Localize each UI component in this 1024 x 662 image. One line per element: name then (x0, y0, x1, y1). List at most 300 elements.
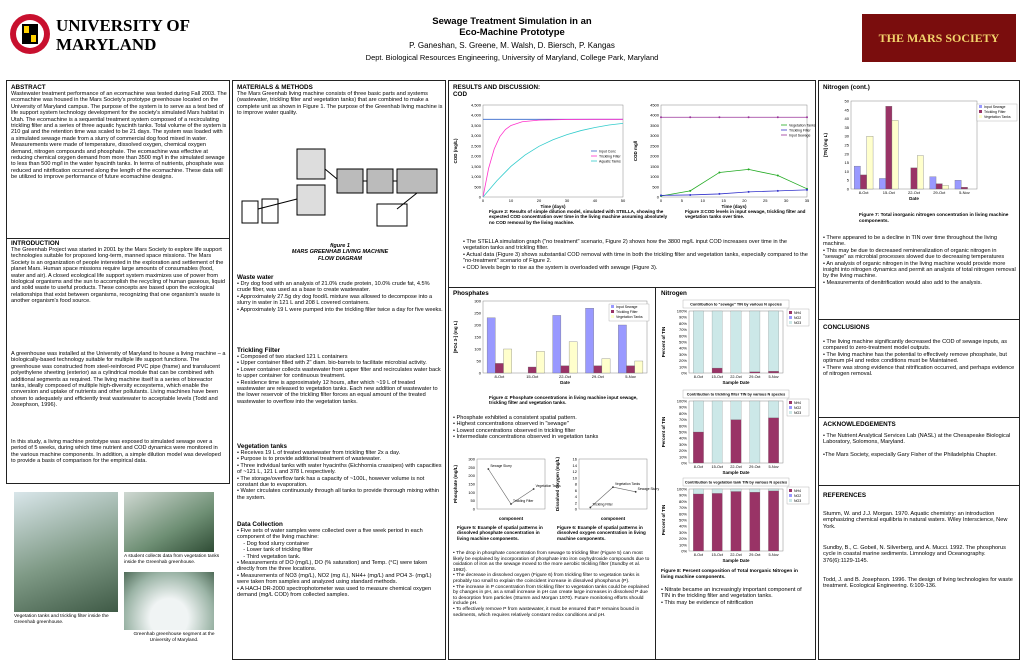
nitrogen-bullets: • Nitrate became an increasingly important component of TIN in the trickling filter and vegetation tanks. • This may be evidence of nitrification (661, 587, 802, 606)
bar (635, 361, 643, 373)
photo-student (124, 492, 214, 552)
acknowledgements-body: • The Nutrient Analytical Services Lab (NASL) at the Chesapeake Biological Laboratory, Solomons, Maryland. •The Mars Society, especially Gary Fisher of the Philadelphia Chapter. (823, 433, 1011, 459)
bar-segment (768, 491, 778, 551)
bar-segment (768, 489, 778, 491)
x-tick-label: 35 (804, 198, 810, 203)
x-tick-label: 29-Oct (749, 375, 761, 379)
results-heading: RESULTS AND DISCUSSION: (453, 84, 541, 91)
flow-diagram (237, 129, 443, 244)
y-tick-label: 12 (572, 469, 577, 474)
figure-7-chart (821, 93, 1019, 213)
x-axis-label: Time (days) (540, 204, 566, 209)
x-tick-label: 5-Nov (768, 465, 779, 469)
figure-3-caption: Figure 3:COD levels in input sewage, trickling filter and vegetation tanks over time. (685, 209, 807, 220)
legend-label: Trickling Filter (616, 310, 638, 314)
y-tick-label: 50 (844, 98, 849, 104)
y-tick-label: 4 (574, 494, 577, 499)
bar-segment (712, 368, 722, 373)
data-point (660, 116, 662, 118)
figure-8c-chart (659, 477, 815, 569)
x-axis-label: Date (909, 196, 919, 201)
y-tick-label: 4,500 (470, 102, 481, 108)
x-axis-label: component (498, 516, 524, 521)
bar (879, 178, 885, 189)
legend-swatch (789, 316, 792, 319)
mars-society-logo: THE MARS SOCIETY (862, 14, 1016, 62)
data-point (748, 191, 750, 193)
bar (886, 106, 892, 189)
x-tick-label: 29-Oct (749, 465, 761, 469)
y-tick-label: 10 (572, 475, 577, 481)
chart-title: Contribution to trickling filter TIN by various N species (686, 392, 786, 397)
y-tick-label: 250 (468, 464, 475, 470)
bar-segment (731, 489, 741, 491)
y-tick-label: 60% (678, 511, 687, 517)
reference-1: Stumm, W. and J.J. Morgan. 1970. Aquatic chemistry: an introduction emphasizing chemical equilibria in natural waters. Wiley Interscience, New York. (823, 511, 1009, 530)
y-tick-label: 70% (678, 327, 687, 333)
x-tick-label: 15 (721, 198, 726, 203)
data-point (777, 175, 779, 177)
y-axis-label: Percent of TIN (661, 416, 666, 448)
legend-label: Vegetation Tanks (789, 123, 816, 128)
y-tick-label: 80% (678, 498, 687, 504)
y-axis-label: COD (mg/L) (453, 138, 458, 164)
data-point (718, 116, 720, 118)
y-tick-label: 40% (678, 435, 687, 441)
x-tick-label: 20 (742, 198, 747, 203)
bar (553, 315, 561, 373)
y-axis-label: [PO4 3-] (mg L) (453, 320, 458, 354)
y-tick-label: 0 (656, 194, 659, 200)
legend-label: NO2 (794, 406, 802, 410)
point-annotation: Sewage Slurry (490, 464, 512, 468)
x-tick-label: 5-Nov (959, 190, 970, 195)
y-axis-label: Phosphate (mg/L) (453, 465, 458, 503)
y-tick-label: 100% (676, 308, 687, 314)
column-1 (6, 80, 230, 484)
y-tick-label: 3,500 (470, 122, 481, 128)
x-tick-label: 25 (763, 198, 768, 203)
data-point (487, 468, 489, 470)
legend-label: Trickling Filter (789, 128, 811, 133)
y-tick-label: 50 (470, 498, 475, 504)
legend-label: NH4 (794, 401, 802, 405)
bar (487, 318, 495, 373)
legend-label: Vegetation Tanks (616, 315, 643, 319)
legend-label: Trickling Filter (599, 154, 621, 159)
bar (961, 187, 967, 189)
caption-photo-2: Vegetation tanks and trickling filter inside the Greenhab greenhouse. (14, 614, 111, 625)
data-point (689, 194, 691, 196)
x-tick-label: 0 (481, 198, 485, 203)
x-axis-label: Date (560, 380, 570, 385)
y-tick-label: 150 (474, 334, 481, 340)
y-tick-label: 90% (678, 314, 687, 320)
legend-swatch (611, 305, 614, 308)
y-tick-label: 6 (574, 487, 577, 493)
x-tick-label: 5-Nov (768, 553, 779, 557)
bar (627, 366, 635, 373)
bar (911, 168, 917, 189)
y-tick-label: 10 (844, 168, 849, 174)
bar-segment (712, 489, 722, 493)
legend-swatch (611, 310, 614, 313)
figure-8-caption: Figure 8: Percent composition of Total Inorganic Nitrogen in living machine components. (661, 569, 800, 580)
figure-8b-chart (659, 389, 815, 479)
acknowledgements-heading: ACKNOWLEDGEMENTS (823, 421, 896, 428)
y-tick-label: 60% (678, 423, 687, 429)
x-tick-label: 8-Oct (693, 553, 704, 557)
bar (586, 308, 594, 373)
bar-segment (768, 371, 778, 373)
caption-photo-3: Greenhab greenhouse segment at the University of Maryland. (133, 632, 216, 643)
legend-swatch (789, 406, 792, 409)
y-tick-label: 90% (678, 492, 687, 498)
legend-label: Trickling Filter (984, 110, 1006, 114)
vegetation-tanks-body: • Receives 19 L of treated wastewater from trickling filter 2x a day. • Purpose is to provide additional treatment of wastewater. • Three individual tanks with water hyacinths (Eichhornia crassipes) with capacities of ~121 L, 121 L and 378 L respectively. • The storage/overflow tank has a capacity of ~100L, however volume is not constant due to evaporation. • Water circulates continuously through all tanks to provide thorough mixing within the system. (237, 450, 442, 501)
y-tick-label: 100% (676, 398, 687, 404)
x-tick-label: 10 (508, 198, 514, 203)
y-tick-label: 90% (678, 404, 687, 410)
series-line (661, 190, 807, 196)
y-axis-label: COD mg/l (633, 140, 638, 162)
y-tick-label: 2,000 (470, 153, 481, 159)
legend-swatch (789, 311, 792, 314)
x-axis-label: Sample Date (722, 380, 750, 385)
bar (495, 363, 503, 373)
bar-segment (750, 401, 760, 463)
y-tick-label: 50% (678, 517, 687, 523)
bar-segment (750, 372, 760, 373)
figure-3-chart (631, 99, 815, 224)
x-tick-label: 22-Oct (558, 374, 572, 379)
y-axis-label: Percent of TIN (661, 326, 666, 358)
data-point (689, 190, 691, 192)
title-line-2: Eco-Machine Prototype (459, 27, 565, 38)
y-tick-label: 80% (678, 410, 687, 416)
phosphates-heading: Phosphates (453, 290, 489, 297)
plot-area (661, 105, 807, 197)
bar-segment (712, 311, 722, 368)
legend-label: NH4 (794, 311, 802, 315)
y-tick-label: 0% (681, 460, 687, 466)
y-tick-label: 1,500 (470, 163, 481, 169)
data-point (718, 193, 720, 195)
data-point (777, 190, 779, 192)
y-tick-label: 4000 (650, 112, 659, 118)
nitrogen-cont-bullets: • There appeared to be a decline in TIN over time throughout the living machine. • This may be due to decreased remineralization of organic nitrogen in "sewage" as microbial processes slowed due to decreasing temperatures • An analysis of organic nitrogen in the living machine would provide more insight into nitrogen dynamics and permit an analysis of total nitrogen removal by the living machine. • Measurements of denitrification would also add to the analysis. (823, 235, 1016, 286)
divider (819, 417, 1019, 418)
nitrogen-heading: Nitrogen (661, 290, 687, 297)
x-tick-label: 10 (700, 198, 705, 203)
data-point (718, 171, 720, 173)
y-tick-label: 40% (678, 523, 687, 529)
methods-body: The Mars Greenhab living machine consists of three basic parts and systems (wastewater, trickling filter and vegetation tanks) that are combined to make a complete unit as shown in Figure 1. The purpose of the Greenhab living machine is to improve water quality. (237, 91, 444, 117)
bar (602, 359, 610, 373)
x-tick-label: 8-Oct (494, 374, 505, 379)
legend-label: NO3 (794, 411, 802, 415)
column-4 (818, 80, 1020, 660)
x-tick-label: 15-Oct (882, 190, 895, 195)
x-tick-label: 8-Oct (693, 375, 704, 379)
y-tick-label: 0 (478, 370, 481, 376)
y-tick-label: 50% (678, 429, 687, 435)
data-point (689, 116, 691, 118)
bar (561, 366, 569, 373)
y-tick-label: 0% (681, 548, 687, 554)
bar (936, 184, 942, 189)
y-tick-label: 30% (678, 351, 687, 357)
y-tick-label: 0 (846, 186, 849, 192)
fig1-label: figure 1 (330, 243, 350, 249)
y-tick-label: 100 (474, 346, 481, 352)
bar-segment (712, 401, 722, 463)
abstract-body: Wastewater treatment performance of an ecomachine was tested during Fall 2003. The ecomachine was housed in the Mars Society's prototype greenhouse located on the University of Maryland campus. The purpose of the system is to serve as a test bed of life support system technology development for the society's simulated Mars habitat in Utah. The ecomachine is a sequential treatment system composed of a recirculating trickling filter and a series of three aquatic hyacinth tanks. Total volume of the system is 210 gal and the retention time was scaled to be 21 days. The system was loaded with a simulated sewage made from a slurry of commercial dog food mixed in water. Measurements were made of temperature, dissolved oxygen, chemical oxygen demand, nitrogen compounds and phosphate. The ecomachine was effective at reducing chemical oxygen demand from more than 3500 mg/l in the simulated sewage to less than 500 mg/l in the water hyacinth tanks. In terms of nutrients, phosphate was reduced and nitrification occurred along the length of the ecomachine. These data will be utilized to improve performance of future ecomachine designs. (11, 91, 229, 181)
data-collection-heading: Data Collection (237, 521, 283, 528)
intro-p2: A greenhouse was installed at the University of Maryland to house a living machine – a biologically-based technology suitable for multiple life support functions. The greenhouse was constructed from steel-reinforced PVC pipe (frame) and translucent polyethylene sheeting (exterior) as a cylindrical module that can be combined with additional segments as required. The living machine itself is a series of bioreactor tanks, ideally composed of multiple high-diversity ecosystems, which enable the conversion and uptake of nutrients and other pollutants. Living machines have been shown to adequately and efficiently treat wastewater to acceptable levels (Todd and Josephson, 1996). (11, 351, 228, 409)
bar-segment (712, 493, 722, 551)
y-tick-label: 3,000 (470, 133, 481, 139)
figure-4-caption: Figure 4: Phosphate concentrations in living machine input sewage, trickling filter and vegetation tanks. (489, 395, 639, 406)
bar (930, 177, 936, 189)
data-collection-body: • Five sets of water samples were collected over a five week period in each component of the living machine: - Dog food slurry container - Lower tank of trickling filter - Third vegetation tank. • Measurements of DO (mg/L), DO (% saturation) and Temp. (°C) were taken directly from the three locations. • Measurements of NO3 (mg/L), NO2 (mg /L), NH4+ (mg/L) and PO4 3- (mg/L) were taken from samples and analyzed using standard methods. • A HACH DR-2000 spectrophotometer was used to measure chemical oxygen demand (mg/L COD) from collected samples. (237, 528, 432, 599)
x-tick-label: 15-Oct (711, 465, 723, 469)
y-tick-label: 0 (574, 506, 577, 512)
conclusions-body: • The living machine significantly decreased the COD of sewage inputs, as compared to zero-treatment model outputs. • The living machine has the potential to effectively remove phosphate, but optimum pH and redox conditions must be Maintained. • There was strong evidence that nitrification occurred, and perhaps evidence of nitrogen removal. (823, 339, 1015, 378)
bar (504, 349, 512, 373)
trickling-filter-heading: Trickling Filter (237, 347, 281, 354)
x-tick-label: 15-Oct (711, 553, 723, 557)
legend-label: Input Conc (599, 149, 616, 154)
x-tick-label: 20 (536, 198, 542, 203)
y-tick-label: 40 (844, 116, 849, 122)
y-tick-label: 0 (472, 506, 475, 512)
x-tick-label: 22-Oct (907, 190, 921, 195)
waste-water-heading: Waste water (237, 274, 274, 281)
x-tick-label: 8-Oct (858, 190, 869, 195)
fig1-title: MARS GREENHAB LIVING MACHINE (291, 249, 389, 256)
data-point (510, 503, 512, 505)
y-tick-label: 20% (678, 358, 687, 364)
bar-segment (768, 418, 778, 463)
figure-6-caption: Figure 6: Example of spatial patterns in dissolved oxygen concentration in living machine components. (557, 525, 648, 541)
photo-greenhouse-exterior (124, 572, 214, 630)
y-tick-label: 30 (844, 133, 849, 139)
legend-label: Aquatic Tanks (599, 159, 621, 164)
y-tick-label: 150 (468, 481, 475, 487)
legend-swatch (789, 494, 792, 497)
y-tick-label: 45 (844, 107, 849, 113)
x-tick-label: 30 (783, 198, 789, 203)
conclusions-heading: CONCLUSIONS (823, 324, 870, 331)
reference-3: Todd, J. and B. Josephson. 1996. The design of living technologies for waste treatment. Ecological Engineering. 6:109-136. (823, 577, 1015, 590)
x-tick-label: 22-Oct (730, 375, 742, 379)
reference-2: Sundby, B., C. Gobeil, N. Silverberg, and A. Mucci. 1992. The phosphorus cycle in coastal marine sediments. Limnology and Oceanography. 376(6):1129-1145. (823, 545, 1008, 564)
legend-swatch (979, 115, 982, 118)
nitrogen-cont-heading: Nitrogen (cont.) (823, 84, 870, 91)
figure-5-caption: Figure 5: Example of spatial patterns in dissolved phosphate concentration in living machine components. (457, 525, 545, 541)
y-tick-label: 10% (678, 542, 687, 548)
data-point (806, 189, 808, 191)
y-tick-label: 100% (676, 486, 687, 492)
divider (819, 485, 1019, 486)
x-tick-label: 15-Oct (526, 374, 539, 379)
bar (536, 351, 544, 373)
bar-segment (731, 491, 741, 551)
bar-segment (750, 489, 760, 492)
y-tick-label: 20 (844, 151, 849, 157)
y-tick-label: 500 (652, 184, 659, 190)
y-tick-label: 14 (572, 462, 577, 468)
y-tick-label: 500 (474, 184, 481, 190)
y-tick-label: 300 (468, 456, 475, 462)
bar-segment (750, 311, 760, 372)
x-tick-label: 29-Oct (591, 374, 604, 379)
x-tick-label: 22-Oct (730, 553, 742, 557)
bar (955, 180, 961, 189)
x-tick-label: 5-Nov (625, 374, 636, 379)
figure-7-caption: Figure 7: Total inorganic nitrogen concentration in living machine components. (859, 213, 1010, 224)
x-tick-label: 50 (620, 198, 626, 203)
title-line-1: Sewage Treatment Simulation in an (432, 16, 592, 27)
poster-title (300, 16, 724, 63)
y-tick-label: 1,000 (470, 174, 481, 180)
x-tick-label: 29-Oct (933, 190, 946, 195)
references-heading: REFERENCES (823, 492, 867, 499)
bar-segment (731, 311, 741, 373)
y-tick-label: 15 (844, 160, 849, 166)
umd-logo-text: UNIVERSITY OF MARYLAND (56, 16, 190, 54)
point-annotation: Sewage Slurry (637, 486, 660, 491)
bar-segment (693, 489, 703, 494)
x-tick-label: 0 (659, 198, 663, 203)
y-axis-label: Percent of TIN (661, 504, 666, 536)
divider (819, 319, 1019, 320)
y-tick-label: 16 (572, 456, 577, 462)
x-axis-label: Time (days) (721, 204, 747, 209)
legend-label: NO3 (794, 499, 802, 503)
y-tick-label: 80% (678, 320, 687, 326)
x-tick-label: 5-Nov (768, 375, 779, 379)
y-tick-label: 200 (474, 322, 481, 328)
legend-label: Input Sewage (984, 105, 1006, 109)
x-axis-label: Sample Date (722, 558, 750, 563)
y-tick-label: 200 (468, 473, 475, 479)
divider (7, 238, 229, 239)
y-tick-label: 25 (844, 142, 849, 148)
y-tick-label: 10% (678, 454, 687, 460)
x-axis-label: component (600, 516, 626, 521)
legend-swatch (789, 321, 792, 324)
legend-swatch (789, 499, 792, 502)
legend-swatch (979, 110, 982, 113)
legend-label: Input Sewage (789, 133, 811, 138)
figure-2-caption: Figure 2: Results of simple dilution model, simulated with STELLA, showing the expected COD concentration over time in the living machine assuming absolutely no COD removal by the living machine. (489, 209, 669, 225)
series-line (661, 169, 807, 196)
data-point (806, 116, 808, 118)
x-tick-label: 8-Oct (693, 465, 704, 469)
legend-swatch (789, 489, 792, 492)
figure-8a-chart (659, 299, 815, 391)
y-tick-label: 2500 (650, 143, 659, 149)
y-tick-label: 3500 (650, 122, 659, 128)
y-tick-label: 20% (678, 448, 687, 454)
vegetation-tanks-heading: Vegetation tanks (237, 443, 288, 450)
y-tick-label: 4500 (650, 102, 659, 108)
data-point (777, 116, 779, 118)
umd-logo (8, 8, 198, 60)
figure-4-chart (451, 297, 655, 392)
x-axis-label: Sample Date (722, 470, 750, 475)
x-tick-label: 22-Oct (730, 465, 742, 469)
y-tick-label: 70% (678, 505, 687, 511)
y-tick-label: 70% (678, 417, 687, 423)
caption-photo-1: A student collects data from vegetation tanks inside the Greenhab greenhouse. (124, 554, 221, 565)
y-tick-label: 2000 (650, 153, 659, 159)
bar-segment (693, 311, 703, 373)
x-tick-label: 15-Oct (711, 375, 723, 379)
y-tick-label: 2 (574, 500, 577, 506)
y-tick-label: 50% (678, 339, 687, 345)
intro-p1: The Greenhab Project was started in 2001 by the Mars Society to explore life support technologies suitable for proposed long-term, manned space missions. The Mars Society is an organization of people interested in the exploration and settlement of the planet Mars. Human space missions require large amounts of consumables (food, water and air). A closed ecological life support system maximizes use of power from biological organisms and the sun to accomplish the recycling of human gaseous, liquid and solid waste to useful products. These concepts are based upon the ecological relationships that exist between organisms, recognizing that one organism's waste is another organism's food source. (11, 247, 227, 305)
legend-label: Input Sewage (616, 305, 638, 309)
department: Dept. Biological Resources Engineering, University of Maryland, College Park, Maryland (365, 53, 659, 62)
bar-segment (693, 401, 703, 432)
bar (867, 136, 873, 189)
introduction-heading: INTRODUCTION (11, 240, 60, 247)
figure-1-caption (237, 243, 443, 262)
bar-segment (731, 401, 741, 420)
legend-label: NO2 (794, 494, 802, 498)
bar (942, 185, 948, 189)
waste-water-body: • Dry dog food with an analysis of 21.0% crude protein, 10.0% crude fat, 4.5% crude fiber, was used as a base to create wastewater. • Approximately 27.5g dry dog food/L mixture was allowed to decompose into a slurry in water in 121 L and 208 L covered containers. • Approximately 19 L were pumped into the trickling filter twice a day for five weeks. (237, 281, 443, 313)
x-tick-label: 5 (680, 198, 683, 203)
y-tick-label: 60% (678, 333, 687, 339)
bar (854, 166, 860, 189)
bar (569, 342, 577, 373)
bar-segment (731, 420, 741, 463)
figure-6-chart (553, 455, 660, 525)
y-axis-label: [TN] (mg L) (823, 133, 828, 157)
point-annotation: Vegetation Tanks (535, 484, 561, 488)
phosphate-bullets: • Phosphate exhibited a consistent spatial pattern. • Highest concentrations observed in "sewage" • Lowest concentrations observed in trickling filter • Intermediate concentrations observed in vegetation tanks (453, 415, 599, 441)
data-point (635, 491, 637, 493)
y-tick-label: 8 (574, 481, 577, 487)
y-tick-label: 35 (844, 124, 849, 130)
legend-label: NH4 (794, 489, 802, 493)
y-tick-label: 0 (478, 194, 481, 200)
divider (655, 287, 656, 659)
bar (528, 367, 536, 373)
phosphate-discussion: • The drop in phosphate concentration from sewage to trickling filter (Figure 5) can most likely be explained by incorporation of phosphate into iron oxyhydroxide compounds due to oxidation of iron as the sewage moved to the more aerobic trickling filter (Sundby et al. 1992). • The decrease in dissolved oxygen (Figure 6) from trickling filter to vegetation tanks is probably too small to explain the coincident increase in dissolved phosphorus (P). • The increase in P concentration from trickling filter to vegetation tanks could be explained by changes in pH, as a small increase in pH can create large increases in dissolved P due to desorption from particles (Stumm and Morgan 1970). Future monitoring efforts should include pH. • To effectively remove P from wastewater, it must be ensured that P remains bound in sediments, which requires relatively constant redox conditions and pH. (453, 551, 650, 618)
methods-heading: MATERIALS & METHODS (237, 84, 313, 91)
column-3 (448, 80, 816, 660)
abstract-heading: ABSTRACT (11, 84, 46, 91)
legend-label: NO2 (794, 316, 802, 320)
y-tick-label: 100 (468, 489, 475, 495)
data-point (748, 116, 750, 118)
bar-segment (768, 401, 778, 418)
y-tick-label: 3000 (650, 133, 659, 139)
y-tick-label: 1000 (650, 174, 659, 180)
y-tick-label: 20% (678, 536, 687, 542)
y-tick-label: 2,500 (470, 143, 481, 149)
bar (892, 120, 898, 189)
y-axis-label: Dissolved Oxygen (mg/L) (555, 456, 560, 512)
legend-label: Vegetation Tanks (984, 115, 1011, 119)
chart-title: Contribution to "sewage" TIN by various N species (690, 302, 782, 307)
data-point (533, 488, 535, 490)
